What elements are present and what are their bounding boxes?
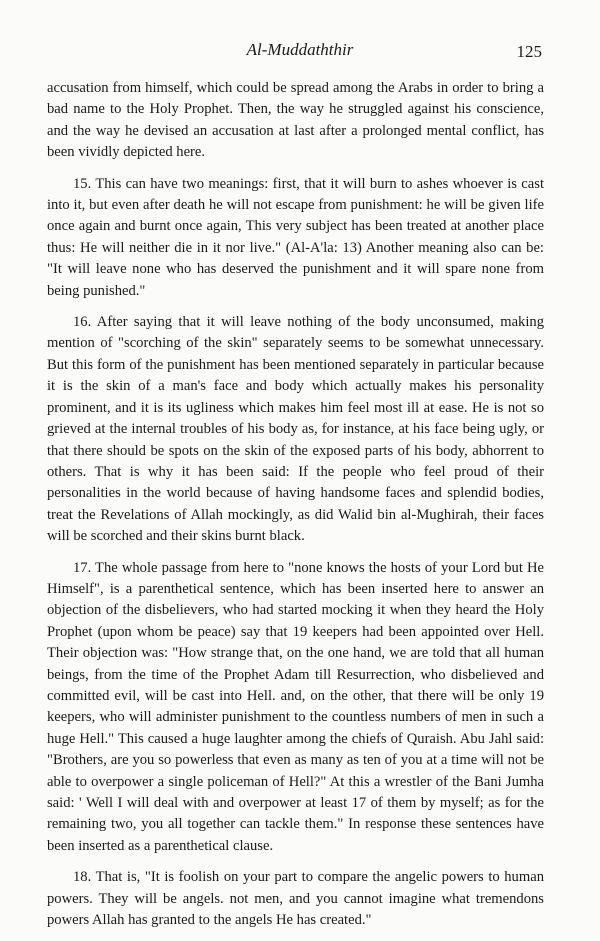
- running-head: [0, 40, 600, 64]
- body-text: [47, 78, 544, 941]
- paragraph-continuation: accusation from himself, which could be spread among the Arabs in order to bring a bad name to the Holy Prophet. Then, the way he struggled against his conscience, and the way he devised an accusation at last after a prolonged mental conflict, has been vividly depicted here.: [47, 80, 544, 161]
- paragraph-note-18: 18. That is, "It is foolish on your part to compare the angelic powers to human powers. They will be angels. not men, and you cannot imagine what tremendons powers Allah has granted to the angels He has created.": [47, 869, 544, 929]
- paragraph-note-16: 16. After saying that it will leave nothing of the body unconsumed, making mention of "scorching of the skin" separately seems to be somewhat unnecessary. But this form of the punishment has been mentioned separately in particular because it is the skin of a man's face and body which actually makes his personality prominent, and it is its ugliness which makes him feel most ill at ease. He is not so grieved at the internal troubles of his body as, for instance, at his face being ugly, or that there should be spots on the skin of the exposed parts of his body, abhorrent to others. That is why it has been said: If the people who feel proud of their personalities in the world because of having handsome faces and splendid bodies, treat the Revelations of Allah mockingly, as did Walid bin al-Mughirah, their faces will be scorched and their skins burnt black.: [47, 314, 544, 545]
- paragraph-note-17: 17. The whole passage from here to "none knows the hosts of your Lord but He Himself", is a parenthetical sentence, which has been inserted here to answer an objection of the disbelievers, who had started mocking it when they heard the Holy Prophet (upon whom be peace) say that 19 keepers had been appointed over Hell. Their objection was: "How strange that, on the one hand, we are told that all human beings, from the time of the Prophet Adam till Resurrection, who disbelieved and committed evil, will be cast into Hell. and, on the other, that there will be only 19 keepers, who will administer punishment to the countless numbers of men in such a huge Hell." This caused a huge laughter among the chiefs of Quraish. Abu Jahl said: "Brothers, are you so powerless that even as many as ten of you at a time will not be able to overpower a single policeman of Hell?" At this a wrestler of the Bani Jumha said: ' Well I will deal with and overpower at least 17 of them by myself; as for the remaining two, you all together can tackle them." In response these sentences have been inserted as a parenthetical clause.: [47, 559, 544, 854]
- chapter-title: Al-Muddaththir: [246, 40, 354, 59]
- page-number: 125: [516, 42, 542, 61]
- paragraph-note-15: 15. This can have two meanings: first, that it will burn to ashes whoever is cast into it, but even after death he will not escape from punishment: he will be given life once again and burnt once again, This very subject has been treated at another place thus: He will neither die in it nor live." (Al-A'la: 13) Another meaning also can be: "It will leave none who has deserved the punishment and it will spare none from being punished.": [47, 175, 544, 299]
